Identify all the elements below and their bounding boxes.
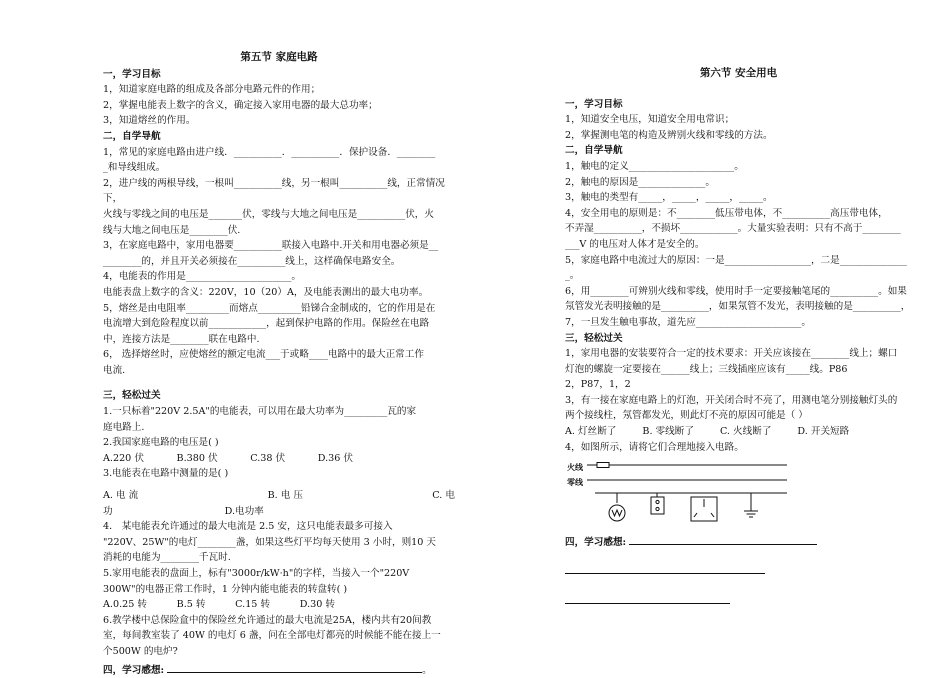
text-line: 氖管发光表明接触的是__________，如果氖管不发光，表明接触的是__________， (565, 301, 911, 313)
options-row (103, 488, 455, 504)
section-heading: 一，学习目标 (103, 68, 161, 80)
text-line: 1，家用电器的安装要符合一定的技术要求：开关应该接在________线上；螺口 (565, 348, 898, 360)
text-line: 1，知道家庭电路的组成及各部分电路元件的作用； (103, 84, 321, 96)
text-line: 4，电能表的作用是______________________。 (103, 271, 301, 283)
text-line: 1，常见的家庭电路由进户线．__________．__________．保护设备．________ (103, 146, 436, 158)
question-text: 3.电能表在电路中测量的是( ) (103, 468, 229, 480)
learning-goals (103, 82, 455, 129)
text-line: 中，连接方法是________联在电路中. (103, 333, 260, 345)
answer-option[interactable]: D.36 伏 (317, 452, 353, 464)
text-line: 2，掌握电能表上数字的含义，确定接入家用电器的最大总功率； (103, 99, 378, 111)
text-line: 3，知道熔丝的作用。 (103, 115, 196, 127)
exercise-block (103, 519, 455, 597)
exercise-block (103, 404, 455, 451)
text-line: "220V、25W"的电灯________盏，如果这些灯平均每天使用 3 小时，则10 天 (103, 536, 437, 548)
answer-option[interactable]: B.5 转 (176, 599, 206, 611)
text-line: 1，触电的定义______________________。 (565, 160, 744, 172)
text-line: 2.我国家庭电路的电压是( ) (103, 437, 219, 449)
section-heading: 二，自学导航 (565, 145, 623, 157)
reflection-line[interactable] (565, 572, 765, 574)
text-line: 1.一只标着"220V 2.5A"的电能表，可以用在最大功率为_________瓦的家 (103, 406, 417, 418)
options-row (103, 597, 335, 613)
right-column (565, 0, 912, 610)
text-line: 1，知道安全电压，知道安全用电常识； (565, 114, 735, 126)
reflection-heading: 四，学习感想: (565, 537, 627, 549)
text-line: 4． 某电能表允许通过的最大电流是 2.5 安，这只电能表最多可接入 (103, 521, 393, 533)
fuse-icon (597, 463, 609, 468)
text-line: 2，进户线的两根导线，一根叫__________线，另一根叫__________线，正常情况下， (103, 177, 445, 205)
section-title: 第六节 安全用电 (699, 67, 778, 79)
text-line: 4，安全用电的原则是：不________低压带电体，不__________高压带电体， (565, 207, 888, 219)
text-line: 3，触电的类型有_____，_____，_____，_____。 (565, 192, 773, 204)
question-text: 4，如图所示，请将它们合理地接入电路。 (565, 441, 744, 453)
reflection-line[interactable] (629, 544, 817, 545)
text-line: 不弄湿__________，不损坏____________。大量实验表明：只有不高于________ (565, 223, 901, 235)
text-line: 7，一旦发生触电事故，道先应______________________。 (565, 316, 811, 328)
answer-option[interactable]: A. 电 流 (103, 490, 139, 502)
text-line: 6，用________可辨别火线和零线，使用时手一定要接触笔尾的__________。如果 (565, 285, 907, 297)
answer-option[interactable]: A. 灯丝断了 (565, 426, 617, 438)
section-heading: 一，学习目标 (565, 98, 623, 110)
text-line: 线与大地之间电压是________伏. (103, 224, 241, 236)
switch-icon (651, 497, 664, 514)
options-row (103, 451, 353, 467)
text-line: 灯泡的螺旋一定要接在______线上；三线插座应该有_____线。P86 (565, 363, 848, 375)
text-line: 电流. (103, 364, 126, 376)
circuit-diagram (565, 459, 795, 531)
answer-option[interactable]: D.电功率 (224, 505, 264, 517)
text-line: ___V 的电压对人体才是安全的。 (565, 238, 705, 250)
exercise-block (103, 613, 455, 660)
exercise-block (565, 346, 912, 424)
text-line: 2，P87，1，2 (565, 379, 631, 391)
text-line: 2，触电的原因是______________。 (565, 176, 716, 188)
text-line: 电能表盘上数字的含义：220V，10（20）A，及电能表测出的最大电功率。 (103, 286, 429, 298)
text-line: 3，在家庭电路中，家用电器要__________联接入电路中.开关和用电器必须是__ (103, 240, 439, 252)
text-line: 庭电路上. (103, 421, 145, 433)
self-study-guide (565, 159, 912, 331)
reflection-heading: 四，学习感想: (103, 664, 165, 676)
lamp-icon (609, 505, 625, 521)
options-row (565, 424, 912, 440)
text-line: 6.教学楼中总保险盒中的保险丝允许通过的最大电流是25A，楼内共有20间教 (103, 614, 432, 626)
text-line: 5，熔丝是由电阻率_________而熔点_________铅锑合金制成的，它的作用是在 (103, 302, 436, 314)
section-heading: 三，轻松过关 (103, 390, 161, 402)
text-line: 火线与零线之间的电压是_______伏，零线与大地之间电压是__________伏，火 (103, 208, 434, 220)
text-line: 6， 选择熔丝时，应使熔丝的额定电流___于或略____电路中的最大正常工作 (103, 349, 424, 361)
text-line: 电流增大到危险程度以前____________，起到保护电路的作用。保险丝在电路 (103, 318, 430, 330)
section-heading: 二，自学导航 (103, 130, 161, 142)
text-line: _和导线组成。 (103, 162, 166, 174)
reflection-line[interactable] (565, 602, 730, 604)
self-study-guide (103, 145, 455, 379)
text-line: 300W"的电器正常工作时，1 分钟内能电能表的转盘转( ) (103, 583, 348, 595)
text-line: 个500W 的电炉? (103, 645, 178, 657)
answer-option[interactable]: C.15 转 (235, 599, 271, 611)
text-line: 室，每间教室装了 40W 的电灯 6 盏，问在全部电灯都亮的时候能不能在接上一 (103, 630, 441, 642)
options-row (103, 504, 455, 520)
answer-option[interactable]: A.220 伏 (103, 452, 144, 464)
answer-option[interactable]: 功 (103, 505, 113, 517)
answer-option[interactable]: C. 电 (432, 490, 455, 502)
text-line: 5，家庭电路中电流过大的原因：一是__________________，二是______________ (565, 254, 907, 266)
answer-option[interactable]: B.380 伏 (176, 452, 218, 464)
circuit-drawing (565, 459, 795, 531)
section-heading: 三，轻松过关 (565, 332, 623, 344)
text-line: 5.家用电能表的盘面上，标有"3000r/kW·h"的字样，当接入一个"220V (103, 568, 410, 579)
answer-option[interactable]: D. 开关短路 (797, 426, 850, 438)
answer-option[interactable]: A.0.25 转 (103, 599, 147, 611)
text-line: 消耗的电能为________千瓦时. (103, 552, 231, 564)
answer-option[interactable]: B. 电 压 (267, 490, 303, 502)
text-line: 3，有一接在家庭电路上的灯泡，开关闭合时不亮了，用测电笔分别接触灯头的 (565, 394, 898, 406)
answer-option[interactable]: C.38 伏 (250, 452, 286, 464)
text-line: 2，掌握测电笔的构造及辨别火线和零线的方法。 (565, 129, 773, 141)
period: 。 (422, 664, 432, 676)
left-column (103, 0, 455, 678)
learning-goals (565, 112, 912, 143)
answer-option[interactable]: B. 零线断了 (642, 426, 694, 438)
neutral-wire-label: 零线 (567, 477, 583, 488)
text-line: ________的，并且开关必须接在__________线上，这样确保电路安全。 (103, 255, 401, 267)
answer-option[interactable]: D.30 转 (299, 599, 335, 611)
text-line: _。 (565, 270, 580, 282)
answer-option[interactable]: C. 火线断了 (719, 426, 772, 438)
live-wire-label: 火线 (567, 462, 583, 473)
reflection-line[interactable] (167, 672, 422, 673)
text-line: 两个接线柱，氖管都发光，则此灯不亮的原因可能是（ ） (565, 410, 808, 422)
section-title: 第五节 家庭电路 (240, 51, 318, 63)
